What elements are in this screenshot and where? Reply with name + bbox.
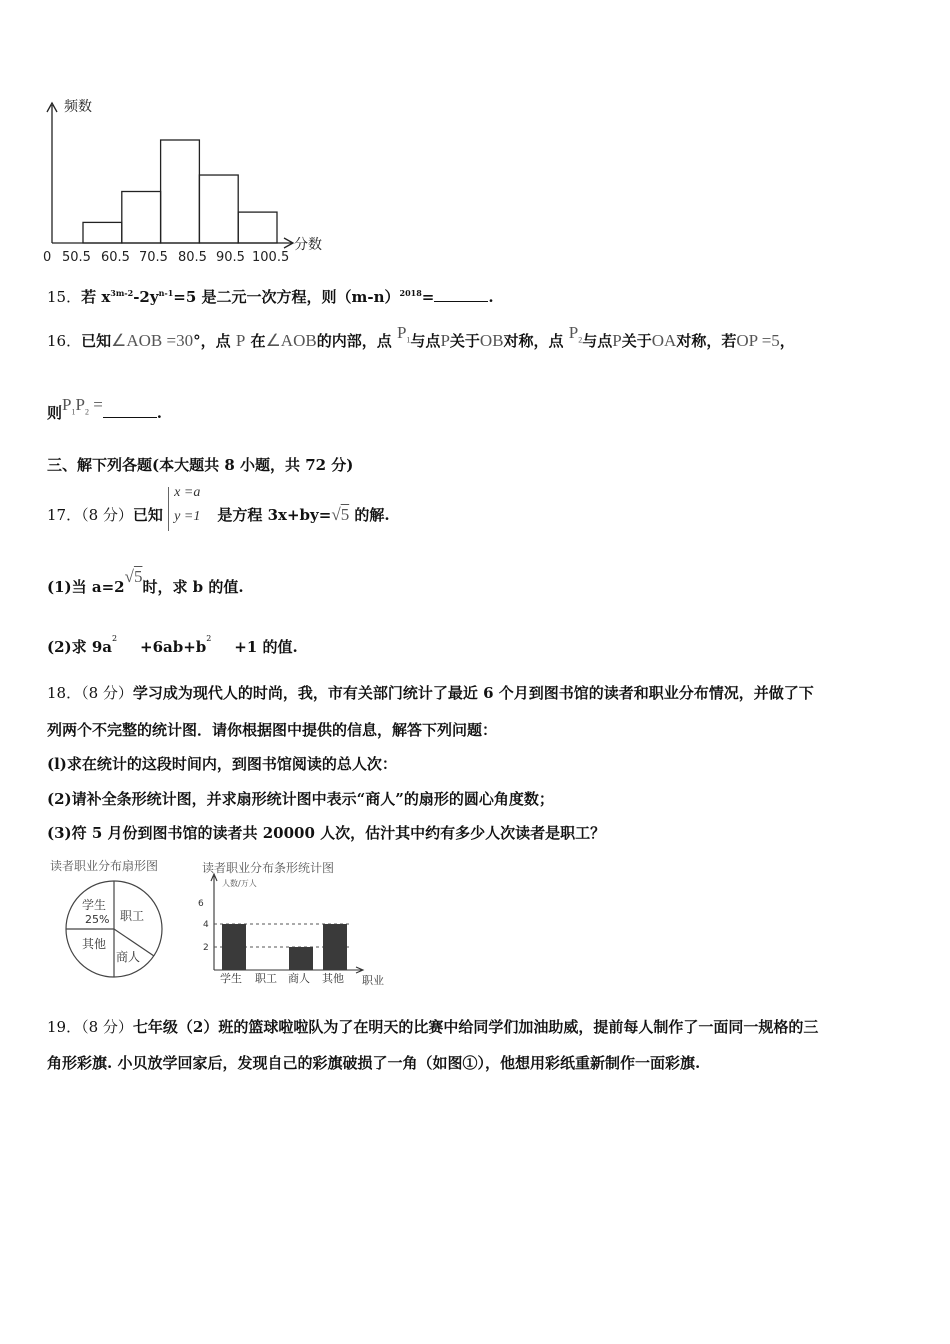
occupation-bar: [323, 924, 347, 970]
histogram-bar: [238, 212, 277, 243]
answer-blank: [434, 289, 488, 302]
histogram-bar: [161, 140, 200, 243]
question-18-part3: (3)符 5 月份到图书馆的读者共 20000 人次，估汁其中约有多少人次读者是职工？: [47, 824, 606, 842]
occupation-bar: [289, 947, 313, 970]
tick-label: 0: [43, 250, 52, 265]
occupation-pie-chart: [48, 856, 188, 981]
bar-category-label: 商人: [288, 972, 310, 985]
histogram-bar: [199, 175, 238, 243]
bar-chart-title: 读者职业分布条形统计图: [202, 861, 335, 875]
histogram-bar: [122, 192, 161, 244]
pie-title: 读者职业分布扇形图: [50, 859, 159, 873]
y-tick-label: 4: [203, 920, 209, 930]
tick-label: 100.5: [252, 250, 290, 265]
question-16-answer: 则$P_1P_2$ = .: [47, 395, 163, 422]
question-17-part2: (2)求 9a 2 +6ab+b 2 +1 的值.: [47, 634, 298, 656]
tick-label: 50.5: [62, 250, 91, 265]
question-15: 15．若 $x^{3m-2}-2y^{n-1}=5$ 是二元一次方程，则$(m-n)^{2018}=$ .: [47, 288, 494, 306]
answer-blank: [103, 405, 157, 418]
occupation-bar-chart: [196, 858, 396, 988]
y-tick-label: 2: [203, 943, 209, 953]
pie-label-worker: 职工: [120, 909, 145, 923]
sqrt-5: √5: [331, 505, 350, 524]
bar-category-label: 学生: [220, 972, 242, 985]
question-19-line2: 角形彩旗. 小贝放学回家后，发现自己的彩旗破损了一角（如图①），他想用彩纸重新制作一面彩旗.: [47, 1054, 701, 1072]
question-16: 16．已知∠AOB =30°，点 P 在∠AOB的内部，点 $P_1$与点P关于OB对称，点 $P_2$与点P关于OA对称，若OP =5，: [47, 323, 795, 350]
histogram-ylabel: 频数: [64, 99, 92, 115]
occupation-bar: [222, 924, 246, 970]
question-19: 19．（8 分）七年级（2）班的篮球啦啦队为了在明天的比赛中给同学们加油助威，提前每人制作了一面同一规格的三: [47, 1018, 819, 1036]
sqrt-5: √5: [124, 567, 143, 586]
pie-label-student: 学生: [82, 898, 107, 912]
bar-category-label: 其他: [322, 972, 344, 985]
bar-chart-unit: 人数/万人: [222, 879, 257, 888]
tick-label: 90.5: [216, 250, 245, 265]
question-18: 18．（8 分）学习成为现代人的时尚，我，市有关部门统计了最近 6 个月到图书馆的读者和职业分布情况，并做了下: [47, 684, 814, 702]
question-17-part1: (1)当 a=2√5时，求 b 的值.: [47, 567, 244, 596]
y-tick-label: 6: [198, 899, 204, 909]
bar-x-axis-label: 职业: [362, 974, 384, 987]
question-17: 17．（8 分）已知 x =a y =1 是方程 3x+by=√5 的解.: [47, 504, 390, 525]
section-heading: 三、解下列各题(本大题共 8 小题，共 72 分): [47, 456, 354, 474]
bar-category-label: 职工: [255, 972, 277, 985]
pie-label-merchant: 商人: [116, 950, 141, 964]
question-18-part1: (l)求在统计的这段时间内，到图书馆阅读的总人次：: [47, 755, 397, 773]
question-18-part2: (2)请补全条形统计图，并求扇形统计图中表示“商人”的扇形的圆心角度数；: [47, 790, 554, 808]
tick-label: 70.5: [139, 250, 168, 265]
pie-label-student-pct: 25%: [85, 913, 110, 926]
pie-label-other: 其他: [82, 937, 107, 951]
frequency-histogram: [40, 95, 340, 265]
tick-label: 80.5: [178, 250, 207, 265]
question-18-line2: 列两个不完整的统计图．请你根据图中提供的信息，解答下列问题：: [47, 721, 498, 739]
histogram-bar: [83, 222, 122, 243]
tick-label: 60.5: [101, 250, 130, 265]
equation-system: x =a y =1: [168, 509, 212, 523]
histogram-xlabel: 分数: [294, 237, 322, 253]
